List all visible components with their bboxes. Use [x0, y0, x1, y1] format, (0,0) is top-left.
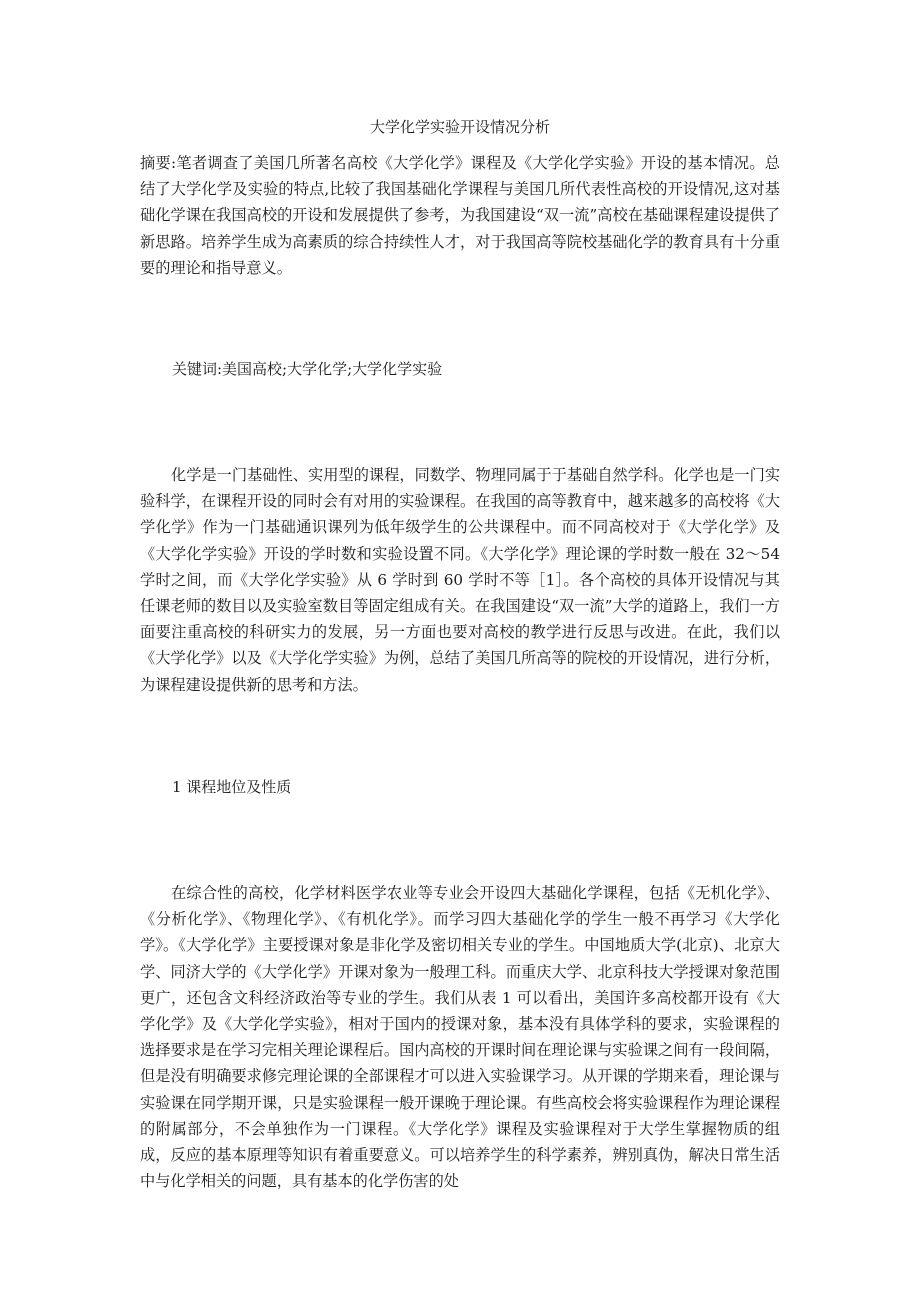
document-title: 大学化学实验开设情况分析	[369, 118, 550, 136]
intro-paragraph: 化学是一门基础性、实用型的课程，同数学、物理同属于于基础自然学科。化学也是一门实验科学，在课程开设的同时会有对用的实验课程。在我国的高等教育中，越来越多的高校将《大学化学》作为一门基础通识课列为低年级学生的公共课程中。而不同高校对于《大学化学》及《大学化学实验》开设的学时数和实验设置不同。《大学化学》理论课的学时数一般在 32～54 学时之间，而《大学化学实验》从 6 学时到 60 学时不等［1］。各个高校的具体开设情况与其任课老师的数目以及实验室数目等固定组成有关。在我国建设“双一流”大学的道路上，我们一方面要注重高校的科研实力的发展，另一方面也要对高校的教学进行反思与改进。在此，我们以《大学化学》以及《大学化学实验》为例，总结了美国几所高等的院校的开设情况，进行分析，为课程建设提供新的思考和方法。	[140, 466, 780, 694]
keywords-line: 关键词:美国高校;大学化学;大学化学实验	[172, 360, 443, 378]
section-1-heading: 1 课程地位及性质	[172, 778, 292, 796]
section-1-paragraph: 在综合性的高校，化学材料医学农业等专业会开设四大基础化学课程，包括《无机化学》、《分析化学》、《物理化学》、《有机化学》。而学习四大基础化学的学生一般不再学习《大学化学》。《大学化学》主要授课对象是非化学及密切相关专业的学生。中国地质大学(北京)、北京大学、同济大学的《大学化学》开课对象为一般理工科。而重庆大学、北京科技大学授课对象范围更广，还包含文科经济政治等专业的学生。我们从表 1 可以看出，美国许多高校都开设有《大学化学》及《大学化学实验》，相对于国内的授课对象，基本没有具体学科的要求，实验课程的选择要求是在学习完相关理论课程后。国内高校的开课时间在理论课与实验课之间有一段间隔，但是没有明确要求修完理论课的全部课程才可以进入实验课学习。从开课的学期来看，理论课与实验课在同学期开课，只是实验课程一般开课晚于理论课。有些高校会将实验课程作为理论课程的附属部分，不会单独作为一门课程。《大学化学》课程及实验课程对于大学生掌握物质的组成，反应的基本原理等知识有着重要意义。可以培养学生的科学素养，辨别真伪，解决日常生活中与化学相关的问题，具有基本的化学伤害的处	[140, 884, 780, 1191]
abstract-paragraph: 摘要:笔者调查了美国几所著名高校《大学化学》课程及《大学化学实验》开设的基本情况。总结了大学化学及实验的特点,比较了我国基础化学课程与美国几所代表性高校的开设情况,这对基础化学课在我国高校的开设和发展提供了参考，为我国建设“双一流”高校在基础课程建设提供了新思路。培养学生成为高素质的综合持续性人才，对于我国高等院校基础化学的教育具有十分重要的理论和指导意义。	[140, 154, 780, 277]
